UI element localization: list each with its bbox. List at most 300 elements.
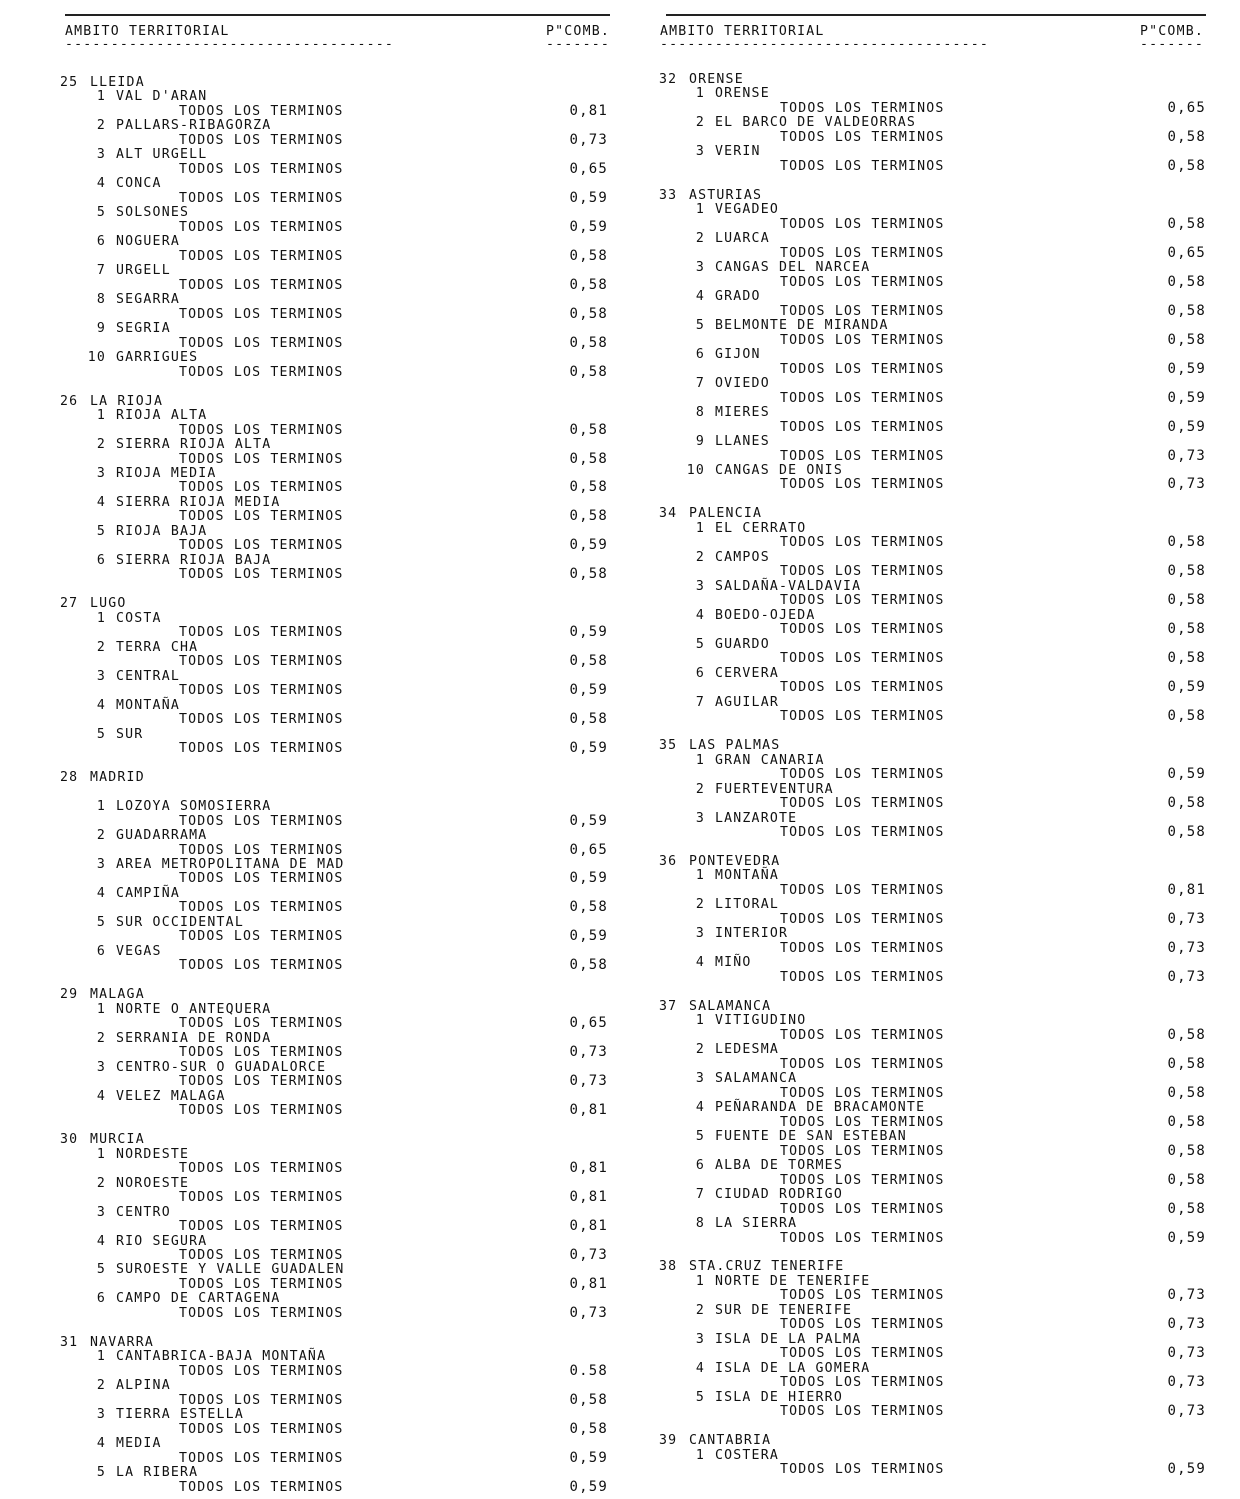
pcomb-value: 0,58 bbox=[1167, 1113, 1206, 1130]
terminos-label: TODOS LOS TERMINOS bbox=[780, 1288, 945, 1304]
comarca-name: NOGUERA bbox=[116, 234, 180, 250]
pcomb-value: 0,59 bbox=[1167, 766, 1206, 783]
pcomb-value: 0,59 bbox=[1167, 1229, 1206, 1246]
comarca-row bbox=[84, 1349, 616, 1364]
comarca-number: 1 bbox=[695, 202, 705, 218]
comarca-row bbox=[683, 434, 1214, 449]
pcomb-value: 0,73 bbox=[1167, 1374, 1206, 1391]
pcomb-value: 0,73 bbox=[1167, 1345, 1206, 1362]
pcomb-value: 0,58 bbox=[569, 450, 608, 467]
terminos-label: TODOS LOS TERMINOS bbox=[780, 825, 945, 841]
terminos-label: TODOS LOS TERMINOS bbox=[780, 100, 945, 116]
terminos-row bbox=[652, 535, 1214, 550]
comarca-name: RIOJA ALTA bbox=[116, 408, 208, 424]
terminos-label: TODOS LOS TERMINOS bbox=[780, 882, 945, 898]
terminos-row bbox=[60, 1393, 616, 1408]
pcomb-value: 0,59 bbox=[1167, 360, 1206, 377]
comarca-number: 6 bbox=[96, 552, 106, 568]
comarca-name: CANTABRICA-BAJA MONTAÑA bbox=[116, 1349, 327, 1365]
comarca-number: 2 bbox=[96, 1175, 106, 1191]
terminos-label: TODOS LOS TERMINOS bbox=[179, 1276, 344, 1292]
pcomb-value: 0,81 bbox=[569, 1218, 608, 1235]
terminos-label: TODOS LOS TERMINOS bbox=[179, 219, 344, 235]
terminos-row bbox=[60, 654, 616, 669]
pcomb-value: 0,59 bbox=[569, 624, 608, 641]
pcomb-value: 0,59 bbox=[569, 928, 608, 945]
comarca-number: 4 bbox=[695, 1100, 705, 1116]
comarca-name: PEÑARANDA DE BRACAMONTE bbox=[715, 1100, 926, 1116]
comarca-name: LA SIERRA bbox=[715, 1216, 798, 1232]
terminos-row bbox=[60, 220, 616, 235]
comarca-number: 1 bbox=[96, 1146, 106, 1162]
comarca-row bbox=[683, 231, 1214, 246]
pcomb-value: 0,59 bbox=[1167, 418, 1206, 435]
province-row bbox=[659, 188, 1214, 203]
terminos-label: TODOS LOS TERMINOS bbox=[780, 1114, 945, 1130]
comarca-row bbox=[84, 437, 616, 452]
comarca-number: 3 bbox=[695, 926, 705, 942]
comarca-row bbox=[84, 611, 616, 626]
comarca-name: OVIEDO bbox=[715, 376, 770, 392]
comarca-number: 5 bbox=[96, 1262, 106, 1278]
comarca-name: NORTE DE TENERIFE bbox=[715, 1273, 871, 1289]
comarca-number: 6 bbox=[96, 943, 106, 959]
comarca-name: ISLA DE LA PALMA bbox=[715, 1331, 862, 1347]
comarca-row bbox=[683, 1013, 1214, 1028]
terminos-row bbox=[652, 477, 1214, 492]
terminos-label: TODOS LOS TERMINOS bbox=[179, 1392, 344, 1408]
comarca-row bbox=[683, 1303, 1214, 1318]
terminos-label: TODOS LOS TERMINOS bbox=[179, 161, 344, 177]
pcomb-value: 0,58 bbox=[1167, 592, 1206, 609]
comarca-name: SEGRIA bbox=[116, 321, 171, 337]
terminos-row bbox=[60, 683, 616, 698]
pcomb-value: 0,58 bbox=[569, 363, 608, 380]
comarca-row bbox=[683, 1187, 1214, 1202]
comarca-name: ISLA DE HIERRO bbox=[715, 1389, 843, 1405]
pcomb-value: 0,81 bbox=[1167, 881, 1206, 898]
comarca-number: 4 bbox=[96, 1436, 106, 1452]
pcomb-value: 0,59 bbox=[569, 1478, 608, 1495]
comarca-number: 2 bbox=[695, 897, 705, 913]
pcomb-value: 0,73 bbox=[1167, 1403, 1206, 1420]
comarca-name: CENTRO bbox=[116, 1204, 171, 1220]
pcomb-value: 0,59 bbox=[569, 218, 608, 235]
pcomb-value: 0,58 bbox=[1167, 157, 1206, 174]
pcomb-value: 0,58 bbox=[1167, 128, 1206, 145]
comarca-number: 2 bbox=[96, 437, 106, 453]
terminos-label: TODOS LOS TERMINOS bbox=[780, 1346, 945, 1362]
comarca-number: 1 bbox=[695, 1447, 705, 1463]
comarca-number: 2 bbox=[695, 1042, 705, 1058]
terminos-row bbox=[652, 825, 1214, 840]
comarca-number: 4 bbox=[695, 955, 705, 971]
comarca-name: CERVERA bbox=[715, 665, 779, 681]
terminos-label: TODOS LOS TERMINOS bbox=[179, 1161, 344, 1177]
comarca-number: 4 bbox=[695, 289, 705, 305]
comarca-number: 3 bbox=[96, 147, 106, 163]
comarca-row bbox=[683, 782, 1214, 797]
comarca-number: 4 bbox=[96, 885, 106, 901]
province-number: 35 bbox=[659, 738, 678, 754]
terminos-label: TODOS LOS TERMINOS bbox=[780, 419, 945, 435]
comarca-name: SUR bbox=[116, 726, 144, 742]
comarca-name: LITORAL bbox=[715, 897, 779, 913]
terminos-label: TODOS LOS TERMINOS bbox=[780, 332, 945, 348]
terminos-row bbox=[652, 1144, 1214, 1159]
comarca-number: 1 bbox=[96, 610, 106, 626]
terminos-label: TODOS LOS TERMINOS bbox=[780, 361, 945, 377]
comarca-number: 5 bbox=[96, 205, 106, 221]
ambito-underline: ------------------------------------ bbox=[660, 39, 990, 51]
province-name: LA RIOJA bbox=[90, 393, 164, 409]
terminos-label: TODOS LOS TERMINOS bbox=[780, 796, 945, 812]
pcomb-underline: ------- bbox=[1140, 39, 1204, 51]
comarca-row bbox=[683, 897, 1214, 912]
comarca-name: EL CERRATO bbox=[715, 520, 807, 536]
comarca-row bbox=[683, 637, 1214, 652]
comarca-name: VERIN bbox=[715, 144, 761, 160]
comarca-number: 1 bbox=[96, 1349, 106, 1365]
comarca-number: 7 bbox=[695, 1187, 705, 1203]
terminos-label: TODOS LOS TERMINOS bbox=[179, 451, 344, 467]
terminos-row bbox=[652, 912, 1214, 927]
terminos-label: TODOS LOS TERMINOS bbox=[179, 364, 344, 380]
terminos-row bbox=[652, 1288, 1214, 1303]
terminos-label: TODOS LOS TERMINOS bbox=[780, 129, 945, 145]
terminos-label: TODOS LOS TERMINOS bbox=[179, 1016, 344, 1032]
terminos-row bbox=[60, 958, 616, 973]
province-name: NAVARRA bbox=[90, 1334, 154, 1350]
comarca-name: RIOJA MEDIA bbox=[116, 465, 217, 481]
terminos-row bbox=[60, 1277, 616, 1292]
comarca-row bbox=[84, 1002, 616, 1017]
pcomb-value: 0,58 bbox=[569, 421, 608, 438]
comarca-name: SALAMANCA bbox=[715, 1071, 798, 1087]
comarca-number: 10 bbox=[87, 350, 106, 366]
comarca-row bbox=[84, 1291, 616, 1306]
pcomb-value: 0,73 bbox=[569, 1304, 608, 1321]
pcomb-value: 0,59 bbox=[569, 537, 608, 554]
terminos-label: TODOS LOS TERMINOS bbox=[179, 1363, 344, 1379]
comarca-row bbox=[84, 1060, 616, 1075]
comarca-number: 3 bbox=[96, 1204, 106, 1220]
terminos-row bbox=[60, 625, 616, 640]
comarca-number: 1 bbox=[695, 520, 705, 536]
terminos-label: TODOS LOS TERMINOS bbox=[179, 625, 344, 641]
pcomb-value: 0,58 bbox=[1167, 1026, 1206, 1043]
comarca-name: MEDIA bbox=[116, 1436, 162, 1452]
pcomb-value: 0,58 bbox=[1167, 331, 1206, 348]
pcomb-value: 0,58 bbox=[1167, 1142, 1206, 1159]
terminos-row bbox=[60, 929, 616, 944]
comarca-number: 1 bbox=[695, 86, 705, 102]
comarca-name: LOZOYA SOMOSIERRA bbox=[116, 799, 272, 815]
pcomb-value: 0,73 bbox=[569, 1044, 608, 1061]
comarca-name: CAMPIÑA bbox=[116, 885, 180, 901]
terminos-row bbox=[652, 1202, 1214, 1217]
province-number: 37 bbox=[659, 998, 678, 1014]
comarca-number: 2 bbox=[695, 1302, 705, 1318]
comarca-row bbox=[84, 915, 616, 930]
comarca-number: 5 bbox=[695, 1129, 705, 1145]
pcomb-value: 0,58 bbox=[1167, 1171, 1206, 1188]
comarca-row bbox=[84, 495, 616, 510]
terminos-row bbox=[60, 567, 616, 582]
terminos-label: TODOS LOS TERMINOS bbox=[179, 509, 344, 525]
comarca-row bbox=[84, 944, 616, 959]
terminos-row bbox=[60, 1451, 616, 1466]
comarca-row bbox=[84, 321, 616, 336]
terminos-row bbox=[652, 101, 1214, 116]
comarca-number: 1 bbox=[96, 408, 106, 424]
comarca-name: BELMONTE DE MIRANDA bbox=[715, 318, 889, 334]
terminos-row bbox=[60, 741, 616, 756]
comarca-row bbox=[84, 176, 616, 191]
pcomb-value: 0,58 bbox=[1167, 1055, 1206, 1072]
terminos-label: TODOS LOS TERMINOS bbox=[179, 1247, 344, 1263]
province-row bbox=[60, 75, 616, 90]
comarca-name: TIERRA ESTELLA bbox=[116, 1407, 244, 1423]
comarca-row bbox=[683, 1216, 1214, 1231]
comarca-number: 5 bbox=[96, 523, 106, 539]
terminos-label: TODOS LOS TERMINOS bbox=[780, 651, 945, 667]
comarca-name: TERRA CHA bbox=[116, 639, 199, 655]
pcomb-value: 0,73 bbox=[1167, 1287, 1206, 1304]
comarca-row bbox=[84, 292, 616, 307]
comarca-row bbox=[84, 828, 616, 843]
comarca-row bbox=[84, 350, 616, 365]
terminos-row bbox=[60, 1422, 616, 1437]
pcomb-value: 0,58 bbox=[1167, 1084, 1206, 1101]
comarca-row bbox=[683, 144, 1214, 159]
comarca-name: SUR DE TENERIFE bbox=[715, 1302, 853, 1318]
province-row bbox=[60, 987, 616, 1002]
comarca-name: CIUDAD RODRIGO bbox=[715, 1187, 843, 1203]
terminos-label: TODOS LOS TERMINOS bbox=[780, 564, 945, 580]
terminos-label: TODOS LOS TERMINOS bbox=[780, 593, 945, 609]
terminos-row bbox=[60, 1480, 616, 1495]
pcomb-underline: ------- bbox=[546, 39, 610, 51]
province-name: LUGO bbox=[90, 596, 127, 612]
comarca-row bbox=[683, 811, 1214, 826]
pcomb-value: 0,59 bbox=[569, 1449, 608, 1466]
province-number: 36 bbox=[659, 854, 678, 869]
comarca-number: 5 bbox=[96, 726, 106, 742]
terminos-row bbox=[652, 1086, 1214, 1101]
province-number: 32 bbox=[659, 72, 678, 87]
pcomb-value: 0,73 bbox=[569, 131, 608, 148]
terminos-label: TODOS LOS TERMINOS bbox=[780, 622, 945, 638]
comarca-row bbox=[84, 1089, 616, 1104]
comarca-number: 6 bbox=[695, 665, 705, 681]
pcomb-value: 0,81 bbox=[569, 1102, 608, 1119]
comarca-number: 2 bbox=[695, 549, 705, 565]
terminos-row bbox=[652, 1404, 1214, 1419]
ambito-underline: ------------------------------------ bbox=[65, 39, 395, 51]
pcomb-value: 0,58 bbox=[569, 1391, 608, 1408]
comarca-number: 6 bbox=[96, 234, 106, 250]
comarca-name: SIERRA RIOJA MEDIA bbox=[116, 494, 281, 510]
province-name: MADRID bbox=[90, 770, 145, 786]
terminos-label: TODOS LOS TERMINOS bbox=[179, 1045, 344, 1061]
terminos-label: TODOS LOS TERMINOS bbox=[780, 1230, 945, 1246]
terminos-label: TODOS LOS TERMINOS bbox=[780, 245, 945, 261]
pcomb-value: 0,58 bbox=[1167, 215, 1206, 232]
comarca-row bbox=[84, 553, 616, 568]
comarca-row bbox=[84, 147, 616, 162]
comarca-name: SIERRA RIOJA ALTA bbox=[116, 437, 272, 453]
terminos-row bbox=[60, 191, 616, 206]
comarca-number: 10 bbox=[686, 462, 705, 478]
comarca-number: 3 bbox=[96, 856, 106, 872]
pcomb-value: 0,81 bbox=[569, 102, 608, 119]
comarca-number: 3 bbox=[96, 1059, 106, 1075]
comarca-number: 8 bbox=[695, 405, 705, 421]
terminos-row bbox=[60, 365, 616, 380]
terminos-row bbox=[60, 307, 616, 322]
pcomb-value: 0,73 bbox=[569, 1073, 608, 1090]
terminos-label: TODOS LOS TERMINOS bbox=[179, 1219, 344, 1235]
terminos-label: TODOS LOS TERMINOS bbox=[179, 335, 344, 351]
terminos-row bbox=[652, 564, 1214, 579]
province-row bbox=[60, 596, 616, 611]
terminos-row bbox=[60, 509, 616, 524]
comarca-name: AREA METROPOLITANA DE MAD bbox=[116, 856, 345, 872]
comarca-name: GUARDO bbox=[715, 636, 770, 652]
pcomb-value: 0,58 bbox=[1167, 1200, 1206, 1217]
comarca-row bbox=[84, 857, 616, 872]
comarca-number: 5 bbox=[96, 914, 106, 930]
terminos-label: TODOS LOS TERMINOS bbox=[780, 535, 945, 551]
comarca-name: ORENSE bbox=[715, 86, 770, 102]
comarca-name: SEGARRA bbox=[116, 292, 180, 308]
comarca-row bbox=[84, 263, 616, 278]
comarca-row bbox=[84, 1407, 616, 1422]
terminos-row bbox=[60, 1016, 616, 1031]
terminos-row bbox=[60, 1074, 616, 1089]
comarca-name: VITIGUDINO bbox=[715, 1013, 807, 1029]
terminos-row bbox=[652, 1028, 1214, 1043]
pcomb-value: 0,65 bbox=[569, 841, 608, 858]
comarca-name: LLANES bbox=[715, 434, 770, 450]
province-row bbox=[659, 1433, 1214, 1448]
province-number: 30 bbox=[60, 1132, 79, 1148]
terminos-label: TODOS LOS TERMINOS bbox=[179, 1190, 344, 1206]
comarca-number: 5 bbox=[96, 1465, 106, 1481]
comarca-number: 2 bbox=[96, 1030, 106, 1046]
province-number: 31 bbox=[60, 1334, 79, 1350]
comarca-number: 3 bbox=[695, 144, 705, 160]
terminos-row bbox=[652, 449, 1214, 464]
terminos-label: TODOS LOS TERMINOS bbox=[179, 1450, 344, 1466]
terminos-label: TODOS LOS TERMINOS bbox=[780, 1143, 945, 1159]
comarca-name: CANGAS DEL NARCEA bbox=[715, 260, 871, 276]
province-row bbox=[659, 999, 1214, 1014]
comarca-name: GUADARRAMA bbox=[116, 828, 208, 844]
terminos-label: TODOS LOS TERMINOS bbox=[780, 911, 945, 927]
terminos-label: TODOS LOS TERMINOS bbox=[179, 1421, 344, 1437]
comarca-name: CAMPO DE CARTAGENA bbox=[116, 1291, 281, 1307]
province-row bbox=[659, 738, 1214, 753]
terminos-label: TODOS LOS TERMINOS bbox=[179, 190, 344, 206]
ambito-header: AMBITO TERRITORIAL bbox=[660, 24, 825, 39]
comarca-number: 2 bbox=[96, 118, 106, 134]
comarca-number: 4 bbox=[96, 1088, 106, 1104]
comarca-row bbox=[683, 926, 1214, 941]
pcomb-value: 0,58 bbox=[1167, 708, 1206, 725]
comarca-number: 4 bbox=[96, 494, 106, 510]
pcomb-value: 0,65 bbox=[569, 160, 608, 177]
province-name: PALENCIA bbox=[689, 506, 763, 522]
comarca-number: 1 bbox=[96, 1001, 106, 1017]
province-row bbox=[659, 506, 1214, 521]
comarca-name: EL BARCO DE VALDEORRAS bbox=[715, 115, 917, 131]
comarca-row bbox=[84, 698, 616, 713]
pcomb-value: 0,81 bbox=[569, 1189, 608, 1206]
comarca-name: MIÑO bbox=[715, 955, 752, 971]
pcomb-value: 0,58 bbox=[569, 566, 608, 583]
pcomb-value: 0,81 bbox=[569, 1160, 608, 1177]
terminos-row bbox=[652, 970, 1214, 985]
comarca-number: 5 bbox=[695, 636, 705, 652]
terminos-label: TODOS LOS TERMINOS bbox=[179, 842, 344, 858]
terminos-label: TODOS LOS TERMINOS bbox=[780, 390, 945, 406]
terminos-row bbox=[60, 249, 616, 264]
pcomb-value: 0,58 bbox=[569, 1420, 608, 1437]
pcomb-value: 0,58 bbox=[569, 957, 608, 974]
comarca-number: 1 bbox=[695, 868, 705, 884]
comarca-name: COSTA bbox=[116, 610, 162, 626]
terminos-row bbox=[60, 1219, 616, 1234]
pcomb-value: 0,58 bbox=[1167, 563, 1206, 580]
terminos-row bbox=[60, 162, 616, 177]
comarca-row bbox=[683, 376, 1214, 391]
comarca-number: 2 bbox=[695, 231, 705, 247]
pcomb-value: 0,59 bbox=[1167, 1461, 1206, 1478]
pcomb-value: 0,58 bbox=[1167, 302, 1206, 319]
comarca-row bbox=[84, 408, 616, 423]
comarca-row bbox=[84, 727, 616, 742]
comarca-number: 4 bbox=[96, 176, 106, 192]
comarca-row bbox=[84, 1436, 616, 1451]
pcomb-value: 0,58 bbox=[1167, 795, 1206, 812]
province-name: LAS PALMAS bbox=[689, 738, 781, 754]
terminos-label: TODOS LOS TERMINOS bbox=[780, 680, 945, 696]
comarca-row bbox=[84, 205, 616, 220]
comarca-number: 5 bbox=[695, 318, 705, 334]
terminos-label: TODOS LOS TERMINOS bbox=[179, 654, 344, 670]
terminos-row bbox=[60, 900, 616, 915]
comarca-row bbox=[683, 463, 1214, 478]
terminos-row bbox=[652, 1057, 1214, 1072]
pcomb-value: 0,58 bbox=[569, 276, 608, 293]
pcomb-value: 0,73 bbox=[1167, 447, 1206, 464]
comarca-number: 2 bbox=[695, 115, 705, 131]
terminos-label: TODOS LOS TERMINOS bbox=[179, 480, 344, 496]
comarca-row bbox=[683, 1332, 1214, 1347]
comarca-number: 1 bbox=[695, 1273, 705, 1289]
pcomb-value: 0,58 bbox=[1167, 534, 1206, 551]
comarca-number: 2 bbox=[96, 639, 106, 655]
comarca-name: NORDESTE bbox=[116, 1146, 190, 1162]
comarca-name: FUENTE DE SAN ESTEBAN bbox=[715, 1129, 907, 1145]
comarca-number: 1 bbox=[96, 799, 106, 815]
terminos-label: TODOS LOS TERMINOS bbox=[780, 158, 945, 174]
terminos-label: TODOS LOS TERMINOS bbox=[179, 712, 344, 728]
terminos-label: TODOS LOS TERMINOS bbox=[780, 1027, 945, 1043]
terminos-label: TODOS LOS TERMINOS bbox=[780, 1317, 945, 1333]
